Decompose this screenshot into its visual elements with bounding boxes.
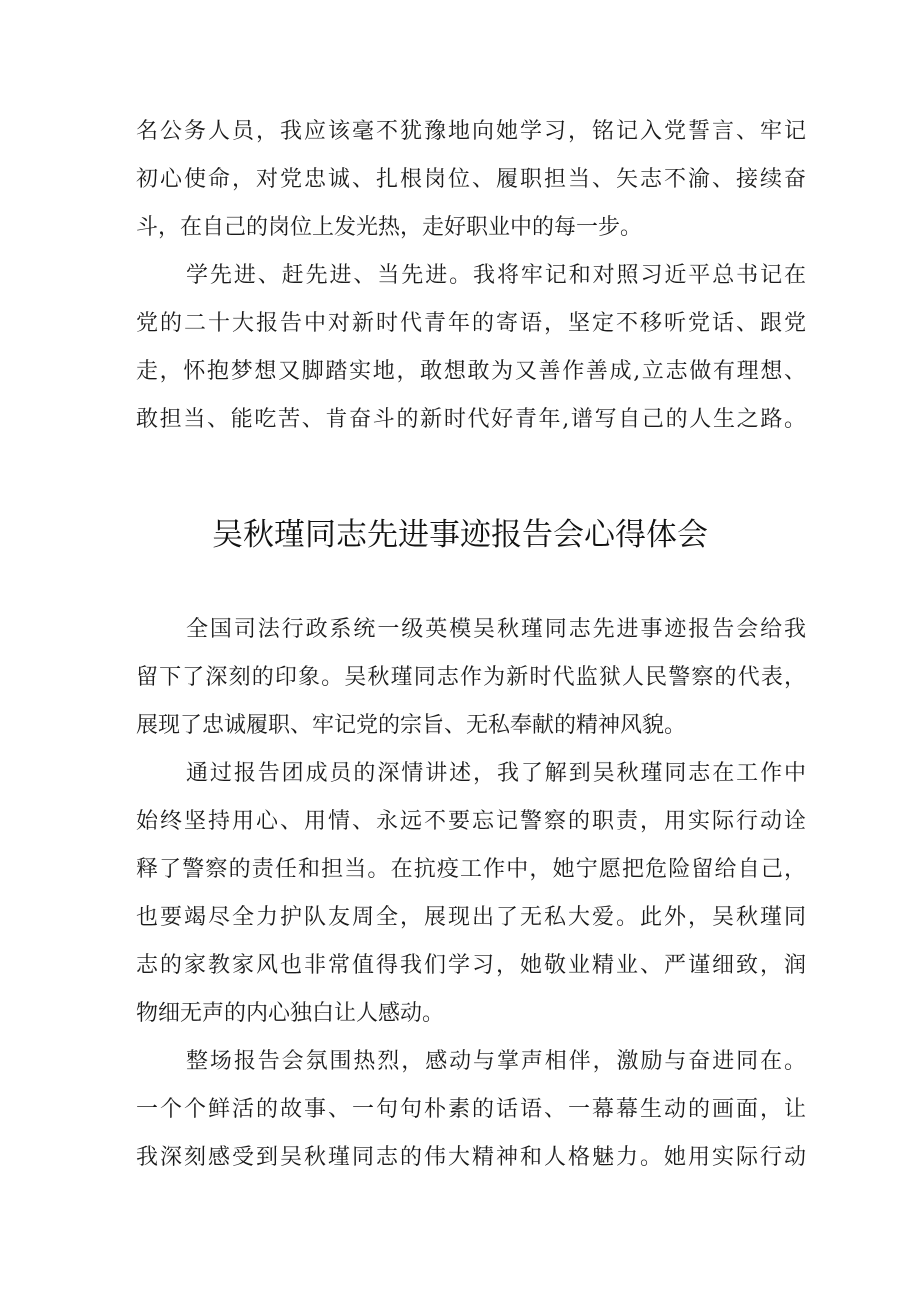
body-text-line: 志的家教家风也非常值得我们学习，她敬业精业、严谨细致，润: [136, 953, 806, 978]
body-text-line: 释了警察的责任和担当。在抗疫工作中，她宁愿把危险留给自己，: [136, 857, 806, 882]
body-text-line: 名公务人员，我应该毫不犹豫地向她学习，铭记入党誓言、牢记: [136, 119, 806, 144]
body-text-line: 斗，在自己的岗位上发光热，走好职业中的每一步。: [136, 215, 643, 240]
body-text-line: 全国司法行政系统一级英模吴秋瑾同志先进事迹报告会给我: [186, 617, 806, 642]
body-text-line: 留下了深刻的印象。吴秋瑾同志作为新时代监狱人民警察的代表，: [136, 665, 806, 690]
body-text-line: 通过报告团成员的深情讲述，我了解到吴秋瑾同志在工作中: [186, 761, 806, 786]
body-text-line: 初心使命，对党忠诚、扎根岗位、履职担当、矢志不渝、接续奋: [136, 167, 806, 192]
body-text-line: 整场报告会氛围热烈，感动与掌声相伴，激励与奋进同在。: [186, 1049, 806, 1074]
body-text-line: 我深刻感受到吴秋瑾同志的伟大精神和人格魅力。她用实际行动: [136, 1145, 806, 1170]
body-text-line: 一个个鲜活的故事、一句句朴素的话语、一幕幕生动的画面，让: [136, 1097, 806, 1122]
body-text-line: 党的二十大报告中对新时代青年的寄语，坚定不移听党话、跟党: [136, 311, 806, 336]
body-text-line: 学先进、赶先进、当先进。我将牢记和对照习近平总书记在: [186, 263, 806, 288]
body-text-line: 走，怀抱梦想又脚踏实地，敢想敢为又善作善成,立志做有理想、: [136, 359, 806, 384]
body-text-line: 物细无声的内心独白让人感动。: [136, 1001, 445, 1026]
body-text-line: 也要竭尽全力护队友周全，展现出了无私大爱。此外，吴秋瑾同: [136, 905, 806, 930]
body-text-line: 始终坚持用心、用情、永远不要忘记警察的职责，用实际行动诠: [136, 809, 806, 834]
body-text-line: 展现了忠诚履职、牢记党的宗旨、无私奉献的精神风貌。: [136, 713, 687, 738]
article-title: 吴秋瑾同志先进事迹报告会心得体会: [212, 517, 708, 553]
body-text-line: 敢担当、能吃苦、肯奋斗的新时代好青年,谱写自己的人生之路。: [136, 407, 806, 432]
